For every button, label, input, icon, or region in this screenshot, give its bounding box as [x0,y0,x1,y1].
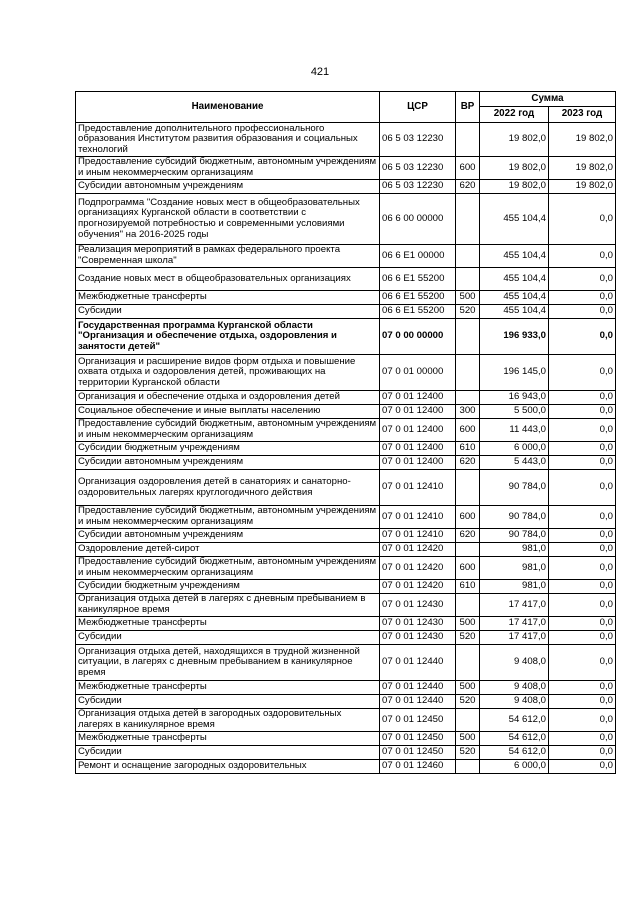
row-sum-2022: 19 802,0 [480,180,549,194]
row-csr-code: 06 6 E1 55200 [380,268,456,291]
table-row [76,123,616,157]
row-sum-2022: 455 104,4 [480,268,549,291]
row-name: Ремонт и оснащение загородных оздоровительных [76,760,380,774]
header-sum: Сумма [480,92,616,107]
row-csr-code: 07 0 00 00000 [380,319,456,355]
row-sum-2023: 0,0 [549,419,616,442]
table-row [76,456,616,470]
table-row [76,529,616,543]
table-row [76,268,616,291]
row-vr-code [456,355,480,391]
row-name: Организация оздоровления детей в санаториях и санаторно-оздоровительных лагерях круглогодичного действия [76,470,380,506]
row-sum-2023: 0,0 [549,319,616,355]
row-csr-code: 07 0 01 12420 [380,580,456,594]
row-csr-code: 07 0 01 12450 [380,746,456,760]
row-vr-code: 620 [456,456,480,470]
row-vr-code: 620 [456,180,480,194]
row-name: Создание новых мест в общеобразовательных организациях [76,268,380,291]
row-sum-2023: 0,0 [549,695,616,709]
row-sum-2022: 17 417,0 [480,617,549,631]
table-row [76,760,616,774]
row-sum-2023: 0,0 [549,291,616,305]
row-name: Предоставление субсидий бюджетным, автономным учреждениям и иным некоммерческим организациям [76,157,380,180]
row-sum-2022: 54 612,0 [480,732,549,746]
header-name: Наименование [76,92,380,123]
row-csr-code: 07 0 01 12420 [380,543,456,557]
row-sum-2022: 5 443,0 [480,456,549,470]
table-row [76,194,616,245]
table-row [76,746,616,760]
row-vr-code [456,245,480,268]
table-row [76,709,616,732]
row-sum-2023: 0,0 [549,355,616,391]
row-sum-2022: 6 000,0 [480,760,549,774]
row-sum-2022: 981,0 [480,543,549,557]
row-csr-code: 07 0 01 12450 [380,709,456,732]
table-row [76,180,616,194]
row-name: Межбюджетные трансферты [76,732,380,746]
row-vr-code: 500 [456,291,480,305]
row-csr-code: 07 0 01 12440 [380,645,456,681]
row-vr-code: 610 [456,442,480,456]
row-sum-2022: 54 612,0 [480,709,549,732]
row-name: Организация и обеспечение отдыха и оздоровления детей [76,391,380,405]
row-name: Предоставление дополнительного профессионального образования Институтом развития образования и социальных технологий [76,123,380,157]
row-vr-code: 600 [456,506,480,529]
row-name: Субсидии [76,695,380,709]
row-sum-2023: 0,0 [549,456,616,470]
row-sum-2022: 19 802,0 [480,157,549,180]
row-sum-2023: 0,0 [549,557,616,580]
row-sum-2023: 0,0 [549,631,616,645]
table-row [76,732,616,746]
row-sum-2022: 17 417,0 [480,631,549,645]
row-sum-2023: 0,0 [549,594,616,617]
table-row [76,157,616,180]
row-sum-2022: 16 943,0 [480,391,549,405]
row-name: Организация отдыха детей, находящихся в трудной жизненной ситуации, в лагерях с дневным пребыванием в каникулярное время [76,645,380,681]
header-csr: ЦСР [380,92,456,123]
row-vr-code: 500 [456,732,480,746]
row-name: Межбюджетные трансферты [76,617,380,631]
row-sum-2022: 196 933,0 [480,319,549,355]
row-vr-code: 620 [456,529,480,543]
row-name: Организация отдыха детей в загородных оздоровительных лагерях в каникулярное время [76,709,380,732]
row-sum-2022: 196 145,0 [480,355,549,391]
row-vr-code [456,709,480,732]
row-vr-code [456,194,480,245]
row-csr-code: 07 0 01 12430 [380,594,456,617]
row-vr-code: 600 [456,419,480,442]
row-csr-code: 06 6 E1 55200 [380,291,456,305]
row-vr-code [456,645,480,681]
table-row [76,543,616,557]
table-row [76,355,616,391]
row-vr-code [456,594,480,617]
table-row [76,291,616,305]
table-row [76,645,616,681]
row-vr-code [456,543,480,557]
row-sum-2023: 0,0 [549,442,616,456]
header-year-2023: 2023 год [549,107,616,123]
table-row [76,580,616,594]
row-sum-2022: 455 104,4 [480,291,549,305]
row-sum-2023: 0,0 [549,681,616,695]
row-vr-code: 600 [456,557,480,580]
row-name: Реализация мероприятий в рамках федерального проекта "Современная школа" [76,245,380,268]
row-name: Социальное обеспечение и иные выплаты населению [76,405,380,419]
row-sum-2023: 0,0 [549,709,616,732]
row-csr-code: 07 0 01 12400 [380,405,456,419]
table-row [76,245,616,268]
row-sum-2022: 90 784,0 [480,506,549,529]
row-sum-2023: 0,0 [549,268,616,291]
row-sum-2023: 0,0 [549,405,616,419]
row-name: Субсидии автономным учреждениям [76,529,380,543]
row-sum-2023: 19 802,0 [549,123,616,157]
row-csr-code: 07 0 01 12440 [380,695,456,709]
row-sum-2022: 455 104,4 [480,305,549,319]
row-name: Межбюджетные трансферты [76,681,380,695]
row-sum-2022: 455 104,4 [480,245,549,268]
row-csr-code: 06 6 E1 55200 [380,305,456,319]
row-sum-2023: 0,0 [549,645,616,681]
table-row [76,319,616,355]
page-number: 421 [310,66,330,78]
row-sum-2023: 0,0 [549,194,616,245]
row-csr-code: 06 6 E1 00000 [380,245,456,268]
row-vr-code [456,319,480,355]
row-name: Субсидии бюджетным учреждениям [76,580,380,594]
row-vr-code [456,470,480,506]
row-sum-2023: 0,0 [549,470,616,506]
row-sum-2023: 19 802,0 [549,180,616,194]
table-row [76,557,616,580]
row-sum-2022: 90 784,0 [480,529,549,543]
row-csr-code: 06 5 03 12230 [380,180,456,194]
table-row [76,681,616,695]
row-csr-code: 06 6 00 00000 [380,194,456,245]
row-sum-2022: 11 443,0 [480,419,549,442]
row-sum-2023: 0,0 [549,760,616,774]
table-header [76,92,616,123]
row-name: Субсидии [76,305,380,319]
row-vr-code: 520 [456,746,480,760]
row-name: Субсидии бюджетным учреждениям [76,442,380,456]
row-csr-code: 07 0 01 12410 [380,506,456,529]
row-name: Субсидии [76,631,380,645]
row-name: Оздоровление детей-сирот [76,543,380,557]
row-sum-2023: 0,0 [549,732,616,746]
row-csr-code: 07 0 01 12400 [380,391,456,405]
row-sum-2023: 0,0 [549,245,616,268]
row-csr-code: 07 0 01 12410 [380,529,456,543]
row-sum-2022: 981,0 [480,580,549,594]
table-row [76,405,616,419]
row-sum-2022: 5 500,0 [480,405,549,419]
budget-table [75,91,616,774]
row-csr-code: 07 0 01 12400 [380,442,456,456]
row-vr-code [456,268,480,291]
row-vr-code: 520 [456,631,480,645]
row-name: Организация отдыха детей в лагерях с дневным пребыванием в каникулярное время [76,594,380,617]
row-name: Предоставление субсидий бюджетным, автономным учреждениям и иным некоммерческим организациям [76,419,380,442]
row-csr-code: 06 5 03 12230 [380,123,456,157]
row-vr-code [456,391,480,405]
row-sum-2022: 17 417,0 [480,594,549,617]
row-sum-2023: 0,0 [549,305,616,319]
row-name: Организация и расширение видов форм отдыха и повышение охвата отдыха и оздоровления детей, проживающих на территории Курганской области [76,355,380,391]
row-vr-code: 300 [456,405,480,419]
row-sum-2023: 0,0 [549,580,616,594]
header-vr: ВР [456,92,480,123]
table-row [76,442,616,456]
row-name: Предоставление субсидий бюджетным, автономным учреждениям и иным некоммерческим организациям [76,557,380,580]
row-sum-2022: 455 104,4 [480,194,549,245]
row-sum-2023: 19 802,0 [549,157,616,180]
row-vr-code: 500 [456,681,480,695]
row-sum-2022: 9 408,0 [480,681,549,695]
table-row [76,594,616,617]
row-csr-code: 07 0 01 12430 [380,631,456,645]
table-row [76,391,616,405]
row-sum-2023: 0,0 [549,543,616,557]
row-vr-code [456,760,480,774]
row-csr-code: 07 0 01 12450 [380,732,456,746]
table-row [76,617,616,631]
row-sum-2022: 981,0 [480,557,549,580]
row-name: Субсидии [76,746,380,760]
table-body [76,123,616,774]
row-vr-code: 520 [456,305,480,319]
row-csr-code: 07 0 01 12460 [380,760,456,774]
row-vr-code: 600 [456,157,480,180]
row-csr-code: 06 5 03 12230 [380,157,456,180]
row-name: Межбюджетные трансферты [76,291,380,305]
row-vr-code: 500 [456,617,480,631]
row-vr-code: 610 [456,580,480,594]
table-row [76,470,616,506]
table-row [76,631,616,645]
row-vr-code: 520 [456,695,480,709]
row-sum-2022: 6 000,0 [480,442,549,456]
row-sum-2022: 9 408,0 [480,695,549,709]
row-csr-code: 07 0 01 12400 [380,456,456,470]
row-csr-code: 07 0 01 12440 [380,681,456,695]
row-sum-2023: 0,0 [549,506,616,529]
row-name: Подпрограмма "Создание новых мест в общеобразовательных организациях Курганской области в соответствии с прогнозируемой потребностью и современными условиями обучения" на 2016-2025 годы [76,194,380,245]
row-name: Государственная программа Курганской области "Организация и обеспечение отдыха, оздоровления и занятости детей" [76,319,380,355]
row-name: Субсидии автономным учреждениям [76,456,380,470]
row-sum-2023: 0,0 [549,529,616,543]
row-csr-code: 07 0 01 12410 [380,470,456,506]
table-row [76,695,616,709]
header-year-2022: 2022 год [480,107,549,123]
row-sum-2022: 54 612,0 [480,746,549,760]
table-row [76,419,616,442]
table-row [76,506,616,529]
row-csr-code: 07 0 01 12400 [380,419,456,442]
row-csr-code: 07 0 01 00000 [380,355,456,391]
row-sum-2022: 90 784,0 [480,470,549,506]
table-row [76,305,616,319]
row-sum-2022: 9 408,0 [480,645,549,681]
row-name: Предоставление субсидий бюджетным, автономным учреждениям и иным некоммерческим организациям [76,506,380,529]
row-vr-code [456,123,480,157]
row-sum-2023: 0,0 [549,391,616,405]
row-sum-2023: 0,0 [549,746,616,760]
row-csr-code: 07 0 01 12420 [380,557,456,580]
row-sum-2023: 0,0 [549,617,616,631]
row-name: Субсидии автономным учреждениям [76,180,380,194]
row-sum-2022: 19 802,0 [480,123,549,157]
row-csr-code: 07 0 01 12430 [380,617,456,631]
